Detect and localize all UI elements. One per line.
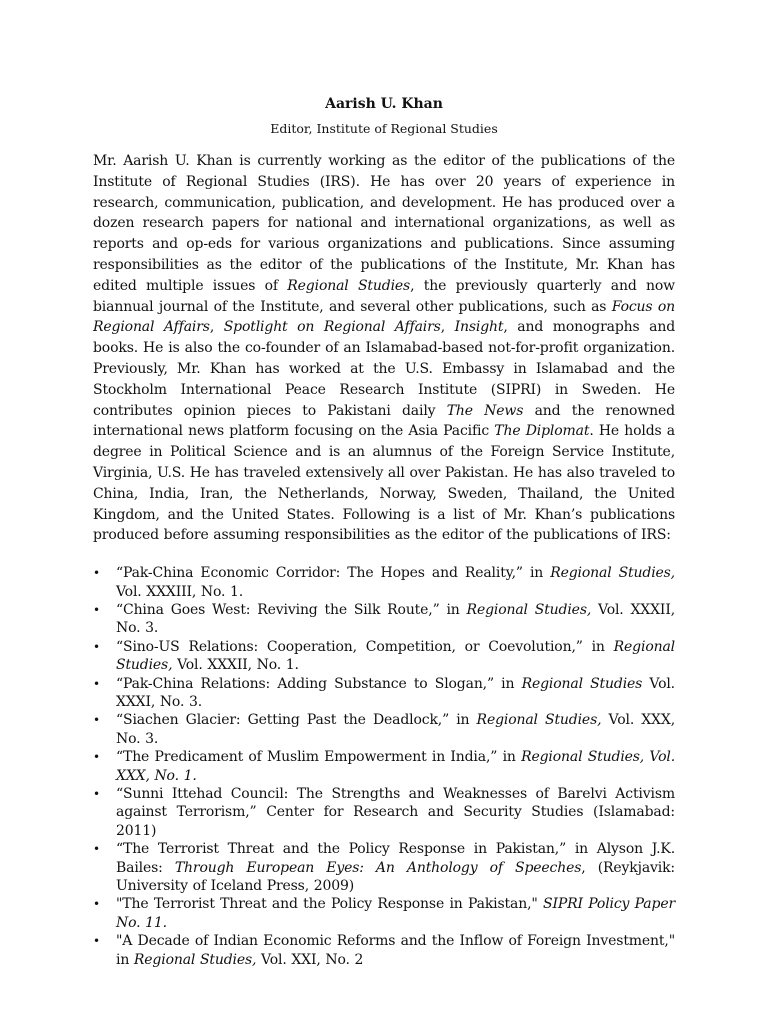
publication-item: [93, 564, 675, 601]
bio-text: and the renowned international news platform focusing on the Asia Pacific: [93, 402, 675, 440]
publication-item: [93, 895, 675, 932]
bullet-icon: •: [93, 602, 100, 617]
publication-italic: SIPRI Policy Paper No. 11.: [116, 896, 675, 931]
bio-italic: Insight: [454, 319, 504, 336]
author-name: Aarish U. Khan: [325, 96, 443, 112]
publication-text: “The Predicament of Muslim Empowerment in India,” in: [116, 749, 522, 766]
publication-text: “Siachen Glacier: Getting Past the Deadlock,” in: [116, 712, 477, 729]
author-title: Editor, Institute of Regional Studies: [270, 121, 498, 136]
publication-italic: Regional Studies, Vol. XXX, No. 1.: [116, 749, 675, 784]
publication-text: Vol. XXXI, No. 3.: [116, 675, 675, 710]
bullet-icon: •: [93, 842, 100, 857]
bullet-icon: •: [93, 566, 100, 581]
bio-text: Mr. Aarish U. Khan is currently working as the editor of the publications of the Institute of Regional Studies (IRS). He has over 20 years of experience in research, communication, publication, and development. He has produced over a dozen research papers for national and international organizations, as well as reports and op-eds for various organizations and publications. Since assuming responsibilities as the editor of the publications of the Institute, Mr. Khan has edited multiple issues of: [93, 153, 675, 294]
publication-text: , (Reykjavik: University of Iceland Press, 2009): [116, 859, 675, 895]
publication-italic: Regional Studies,: [476, 712, 602, 729]
bullet-icon: •: [93, 639, 100, 654]
publication-text: "A Decade of Indian Economic Reforms and the Inflow of Foreign Investment," in: [116, 933, 675, 968]
publication-text: “Pak-China Economic Corridor: The Hopes and Reality,” in: [116, 565, 551, 582]
publication-list: [93, 564, 675, 969]
publication-item: [93, 675, 675, 712]
bio-text: , and monographs and books. He is also the co-founder of an Islamabad-based not-for-profit organization. Previously, Mr. Khan has worked at the U.S. Embassy in Islamabad and the Stockholm International Peace Research Institute (SIPRI) in Sweden. He contributes opinion pieces to Pakistani daily: [93, 319, 676, 419]
bullet-icon: •: [93, 787, 100, 802]
bio-text: . He holds a degree in Political Science and is an alumnus of the Foreign Service Institute, Virginia, U.S. He has traveled extensively all over Pakistan. He has also traveled to China, India, Iran, the Netherlands, Norway, Sweden, Thailand, the United Kingdom, and the United States. Following is a list of Mr. Khan’s publications produced before assuming responsibilities as the editor of the publications of IRS:: [93, 423, 676, 544]
publication-item: [93, 932, 675, 969]
publication-text: “Sino-US Relations: Cooperation, Competition, or Coevolution,” in: [116, 638, 614, 655]
publication-item: [93, 840, 675, 895]
bio-text: ,: [209, 319, 224, 336]
publication-text: Vol. XXXII, No. 1.: [172, 657, 299, 674]
publication-text: “The Terrorist Threat and the Policy Response in Pakistan,” in Alyson J.K. Bailes:: [116, 841, 675, 876]
publication-italic: Regional Studies,: [116, 638, 675, 674]
publication-item: [93, 711, 675, 748]
bullet-icon: •: [93, 676, 100, 691]
bio-text: , the previously quarterly and now biannual journal of the Institute, and several other publications, such as: [93, 277, 676, 315]
publication-text: “China Goes West: Reviving the Silk Route,” in: [116, 601, 467, 618]
publication-italic: Regional Studies: [521, 675, 643, 692]
bullet-icon: •: [93, 750, 100, 765]
publication-text: “Sunni Ittehad Council: The Strengths and Weaknesses of Barelvi Activism against Terrorism,” Center for Research and Security Studies (Islamabad: 2011): [116, 786, 675, 839]
bullet-icon: •: [93, 934, 100, 949]
bio-italic: The Diplomat: [494, 423, 590, 440]
bio-italic: Focus on Regional Affairs: [93, 298, 675, 336]
publication-item: [93, 785, 675, 840]
publication-item: [93, 748, 675, 785]
bio-paragraph: [93, 151, 675, 546]
publication-text: “Pak-China Relations: Adding Substance to Slogan,” in: [116, 675, 522, 692]
bio-italic: Spotlight on Regional Affairs: [223, 319, 441, 336]
publication-italic: Regional Studies,: [466, 601, 592, 618]
bio-italic: Regional Studies: [287, 277, 411, 294]
publication-text: Vol. XXXII, No. 3.: [116, 601, 675, 637]
publication-text: "The Terrorist Threat and the Policy Response in Pakistan,": [116, 896, 544, 913]
bio-text: ,: [440, 319, 455, 336]
publication-text: Vol. XXI, No. 2: [256, 951, 364, 968]
publication-italic: Through European Eyes: An Anthology of Speeches: [174, 859, 582, 876]
publication-item: [93, 601, 675, 638]
bullet-icon: •: [93, 713, 100, 728]
publication-italic: Regional Studies,: [133, 951, 257, 968]
publication-italic: Regional Studies,: [550, 565, 675, 582]
bio-italic: The News: [446, 402, 524, 419]
bullet-icon: •: [93, 897, 100, 912]
publication-text: Vol. XXXIII, No. 1.: [116, 583, 244, 600]
publication-item: [93, 638, 675, 675]
publication-text: Vol. XXX, No. 3.: [116, 712, 675, 747]
